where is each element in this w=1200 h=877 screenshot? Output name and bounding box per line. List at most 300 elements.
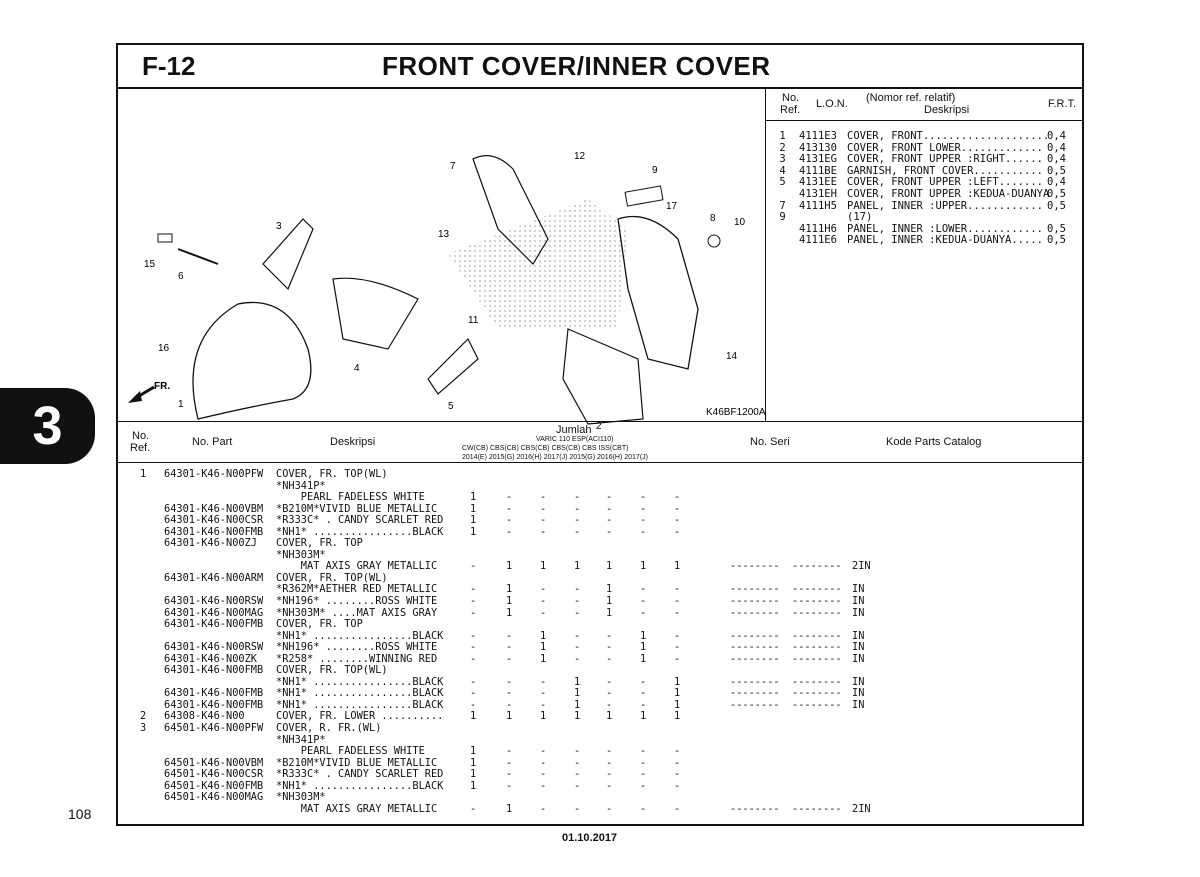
row-qty: -	[674, 606, 681, 619]
row-qty: 1	[674, 710, 681, 723]
row-part-number: 64301-K46-N00VBM	[164, 502, 264, 515]
row-description: *NH1* ................BLACK	[276, 675, 444, 688]
row-ref: 2	[140, 710, 147, 723]
row-qty: -	[640, 675, 647, 688]
ref-lon: 4111E6	[799, 234, 837, 247]
ref-frt: 0,4	[1047, 176, 1066, 189]
row-description: *R362M*AETHER RED METALLIC	[276, 583, 438, 596]
callout-12: 12	[574, 151, 586, 162]
row-description: PEARL FADELESS WHITE	[276, 745, 425, 758]
row-qty: 1	[470, 779, 477, 792]
table-row	[118, 596, 1082, 608]
row-qty: -	[674, 502, 681, 515]
ref-frt: 0,5	[1047, 164, 1066, 177]
row-qty: -	[540, 606, 547, 619]
row-qty: -	[540, 595, 547, 608]
table-row	[118, 481, 1082, 493]
callout-9: 9	[652, 165, 658, 176]
row-qty: -	[606, 514, 613, 527]
row-qty: 1	[470, 768, 477, 781]
row-qty: -	[640, 779, 647, 792]
row-qty: -	[470, 675, 477, 688]
row-qty: -	[606, 779, 613, 792]
row-qty: 1	[470, 745, 477, 758]
table-row	[118, 735, 1082, 747]
table-row	[118, 492, 1082, 504]
row-description: MAT AXIS GRAY METALLIC	[276, 560, 438, 573]
row-qty: -	[674, 779, 681, 792]
row-qty: -	[674, 514, 681, 527]
callout-16: 16	[158, 343, 170, 354]
ref-ref	[766, 235, 799, 247]
row-catalog-code: IN	[852, 583, 865, 596]
ref-desc: COVER, FRONT....................	[847, 130, 1050, 142]
ref-desc: PANEL, INNER :UPPER............	[847, 199, 1043, 212]
col-part: No. Part	[192, 436, 233, 448]
row-catalog-code: 2IN	[852, 802, 871, 815]
table-row	[118, 700, 1082, 712]
ref-frt: 0,5	[1047, 222, 1066, 235]
row-part-number: 64301-K46-N00RSW	[164, 595, 264, 608]
ref-desc: COVER, FRONT UPPER :RIGHT......	[847, 153, 1043, 166]
ref-ref: 4	[779, 164, 786, 177]
table-row	[118, 723, 1082, 735]
col-model-group: VARIC 110 ESP(ACI110)	[536, 436, 614, 443]
row-part-number: 64301-K46-N00FMB	[164, 525, 264, 538]
row-part-number: 64301-K46-N00FMB	[164, 698, 264, 711]
row-qty: -	[640, 595, 647, 608]
table-row	[118, 550, 1082, 562]
row-serial: -------- --------	[730, 698, 842, 711]
row-qty: -	[640, 756, 647, 769]
row-qty: 1	[540, 652, 547, 665]
catalog-frame	[116, 43, 1084, 826]
row-serial: -------- --------	[730, 560, 842, 573]
row-description: PEARL FADELESS WHITE	[276, 491, 425, 504]
row-qty: -	[470, 652, 477, 665]
reference-list	[766, 131, 1082, 247]
table-row	[118, 573, 1082, 585]
row-qty: -	[540, 698, 547, 711]
row-qty: -	[574, 779, 581, 792]
row-qty: 1	[540, 710, 547, 723]
row-qty: 1	[674, 675, 681, 688]
row-qty: 1	[606, 595, 613, 608]
row-qty: -	[540, 491, 547, 504]
row-part-number: 64501-K46-N00PFW	[164, 722, 264, 735]
ref-no-label: No.	[782, 92, 800, 104]
row-description: *R333C* . CANDY SCARLET RED	[276, 514, 444, 527]
table-row	[118, 665, 1082, 677]
row-qty: -	[574, 514, 581, 527]
row-part-number: 64301-K46-N00FMB	[164, 687, 264, 700]
row-qty: -	[506, 514, 513, 527]
row-qty: 1	[506, 560, 513, 573]
row-qty: 1	[674, 687, 681, 700]
row-qty: -	[606, 687, 613, 700]
row-qty: -	[606, 698, 613, 711]
row-catalog-code: 2IN	[852, 560, 871, 573]
row-qty: -	[470, 595, 477, 608]
row-catalog-code: IN	[852, 606, 865, 619]
row-qty: -	[470, 560, 477, 573]
ref-lon: 4111H6	[799, 222, 837, 235]
row-serial: -------- --------	[730, 802, 842, 815]
row-description: COVER, FR. TOP	[276, 618, 363, 631]
row-qty: 1	[506, 802, 513, 815]
front-upper-left-shape	[428, 339, 478, 394]
row-description: *B210M*VIVID BLUE METALLIC	[276, 502, 438, 515]
row-part-number: 64501-K46-N00FMB	[164, 779, 264, 792]
row-qty: 1	[470, 491, 477, 504]
diagram-code: K46BF1200A	[706, 407, 766, 418]
ref-frt: 0,5	[1047, 234, 1066, 247]
row-description: *R333C* . CANDY SCARLET RED	[276, 768, 444, 781]
row-qty: 1	[574, 560, 581, 573]
row-serial: -------- --------	[730, 652, 842, 665]
callout-5: 5	[448, 401, 454, 412]
part-6-shape	[178, 249, 218, 264]
row-qty: -	[506, 525, 513, 538]
row-qty: -	[640, 583, 647, 596]
callout-13: 13	[438, 229, 450, 240]
row-qty: -	[640, 525, 647, 538]
row-qty: -	[574, 756, 581, 769]
row-qty: 1	[574, 698, 581, 711]
row-qty: -	[606, 802, 613, 815]
row-qty: -	[506, 675, 513, 688]
row-qty: -	[470, 641, 477, 654]
row-qty: -	[540, 525, 547, 538]
callout-3: 3	[276, 221, 282, 232]
row-qty: -	[574, 745, 581, 758]
row-qty: -	[674, 525, 681, 538]
ref-frt: 0,5	[1047, 199, 1066, 212]
row-qty: -	[606, 745, 613, 758]
row-qty: -	[640, 502, 647, 515]
row-qty: -	[606, 502, 613, 515]
callout-1: 1	[178, 399, 184, 410]
row-qty: 1	[606, 560, 613, 573]
row-qty: -	[506, 698, 513, 711]
row-part-number: 64301-K46-N00FMB	[164, 618, 264, 631]
row-qty: -	[606, 629, 613, 642]
ref-lon: 4131EE	[799, 176, 837, 189]
row-qty: -	[506, 756, 513, 769]
row-catalog-code: IN	[852, 652, 865, 665]
row-qty: -	[640, 514, 647, 527]
row-qty: 1	[574, 687, 581, 700]
row-serial: -------- --------	[730, 687, 842, 700]
ref-lon: 413130	[799, 141, 837, 154]
row-description: MAT AXIS GRAY METALLIC	[276, 802, 438, 815]
callout-4: 4	[354, 363, 360, 374]
row-qty: 1	[470, 514, 477, 527]
ref-ref	[766, 189, 799, 201]
row-serial: -------- --------	[730, 606, 842, 619]
ref-desc-top: (Nomor ref. relatif)	[866, 92, 956, 104]
row-qty: -	[506, 641, 513, 654]
ref-row	[766, 212, 1082, 224]
row-qty: -	[470, 629, 477, 642]
row-part-number: 64301-K46-N00PFW	[164, 468, 264, 480]
row-qty: -	[540, 756, 547, 769]
row-qty: -	[540, 768, 547, 781]
front-upper-right-shape	[263, 219, 313, 289]
row-qty: -	[674, 756, 681, 769]
row-qty: -	[506, 502, 513, 515]
row-qty: -	[674, 595, 681, 608]
row-qty: -	[470, 802, 477, 815]
row-qty: -	[574, 502, 581, 515]
row-qty: -	[540, 802, 547, 815]
section-code: F-12	[142, 51, 196, 81]
row-qty: -	[640, 768, 647, 781]
row-qty: -	[540, 745, 547, 758]
front-lower-shape	[563, 329, 643, 424]
row-description: *NH303M*	[276, 548, 326, 561]
row-qty: -	[506, 652, 513, 665]
row-qty: -	[674, 745, 681, 758]
row-qty: -	[574, 595, 581, 608]
ref-lon	[799, 212, 847, 224]
ref-frt-label: F.R.T.	[1048, 98, 1077, 110]
ref-frt: 0,4	[1047, 141, 1066, 154]
row-qty: -	[640, 687, 647, 700]
ref-desc: GARNISH, FRONT COVER...........	[847, 164, 1043, 177]
row-description: *NH1* ................BLACK	[276, 687, 444, 700]
col-serial: No. Seri	[750, 436, 790, 448]
row-qty: 1	[540, 629, 547, 642]
ref-ref-label: Ref.	[780, 104, 801, 116]
ref-row	[766, 201, 1082, 213]
reference-panel	[766, 89, 1082, 421]
parts-table-body	[118, 469, 1082, 815]
fr-arrow-head	[128, 391, 142, 403]
table-row	[118, 642, 1082, 654]
ref-row	[766, 235, 1082, 247]
row-qty: 1	[606, 606, 613, 619]
row-part-number: 64301-K46-N00ZJ	[164, 537, 257, 550]
row-qty: -	[506, 745, 513, 758]
row-part-number: 64301-K46-N00FMB	[164, 664, 264, 677]
page-date: 01.10.2017	[562, 832, 618, 844]
fr-label: FR.	[154, 381, 171, 392]
ref-ref: 9	[779, 211, 786, 224]
row-qty: -	[540, 502, 547, 515]
row-qty: -	[470, 583, 477, 596]
ref-desc: COVER, FRONT LOWER.............	[847, 141, 1043, 154]
ref-row	[766, 131, 1082, 143]
col-catalog: Kode Parts Catalog	[886, 436, 982, 448]
row-description: *B210M*VIVID BLUE METALLIC	[276, 756, 438, 769]
row-qty: 1	[574, 710, 581, 723]
table-row	[118, 515, 1082, 527]
row-qty: -	[606, 525, 613, 538]
ref-ref: 3	[779, 153, 786, 166]
row-description: COVER, R. FR.(WL)	[276, 722, 382, 735]
row-qty: -	[640, 698, 647, 711]
page-title: FRONT COVER/INNER COVER	[382, 51, 771, 81]
row-qty: 1	[506, 710, 513, 723]
row-qty: -	[674, 652, 681, 665]
front-cover-shape	[193, 302, 311, 419]
row-qty: -	[470, 698, 477, 711]
row-qty: -	[506, 779, 513, 792]
row-catalog-code: IN	[852, 641, 865, 654]
row-description: *NH1* ................BLACK	[276, 779, 444, 792]
row-description: *NH196* ........ROSS WHITE	[276, 641, 438, 654]
row-qty: -	[574, 606, 581, 619]
row-qty: 1	[674, 560, 681, 573]
row-qty: 1	[640, 652, 647, 665]
col-years: 2014(E) 2015(G) 2016(H) 2017(J) 2015(G) 2016(H) 2017(J)	[462, 454, 648, 461]
row-qty: -	[674, 629, 681, 642]
row-qty: 1	[640, 641, 647, 654]
row-qty: 1	[606, 710, 613, 723]
row-qty: 1	[640, 560, 647, 573]
row-description: COVER, FR. LOWER ..........	[276, 710, 444, 723]
row-part-number: 64301-K46-N00RSW	[164, 641, 264, 654]
ref-lon: 4111E3	[799, 130, 837, 142]
row-qty: 1	[506, 606, 513, 619]
row-serial: -------- --------	[730, 675, 842, 688]
ref-frt	[1047, 212, 1077, 224]
table-row	[118, 538, 1082, 550]
parts-table-header	[118, 421, 1082, 463]
row-description: *NH196* ........ROSS WHITE	[276, 595, 438, 608]
table-row	[118, 804, 1082, 816]
row-part-number: 64501-K46-N00CSR	[164, 768, 264, 781]
ref-ref: 5	[779, 176, 786, 189]
row-description: *NH1* ................BLACK	[276, 698, 444, 711]
page-number: 108	[68, 806, 92, 822]
section-tab: 3	[0, 388, 95, 464]
col-models: CW(CB) CBS(CB) CBS(CB) CBS(CB) CBS ISS(CBT)	[462, 445, 629, 452]
callout-10: 10	[734, 217, 746, 228]
row-qty: -	[506, 491, 513, 504]
row-description: *NH341P*	[276, 479, 326, 492]
row-qty: 1	[540, 641, 547, 654]
row-description: COVER, FR. TOP	[276, 537, 363, 550]
ref-desc: PANEL, INNER :KEDUA-DUANYA.....	[847, 234, 1043, 247]
reference-header	[766, 89, 1082, 121]
callout-7: 7	[450, 161, 456, 172]
row-description: *R258* ........WINNING RED	[276, 652, 438, 665]
ref-lon: 4131EG	[799, 153, 837, 166]
row-qty: -	[640, 606, 647, 619]
garnish-shape	[333, 278, 418, 349]
ref-desc-label: Deskripsi	[924, 104, 970, 116]
ref-lon: 4111BE	[799, 164, 837, 177]
row-qty: 1	[640, 629, 647, 642]
col-desc: Deskripsi	[330, 436, 376, 448]
row-qty: -	[674, 768, 681, 781]
row-qty: -	[574, 629, 581, 642]
row-qty: -	[506, 629, 513, 642]
row-serial: -------- --------	[730, 595, 842, 608]
row-description: *NH341P*	[276, 733, 326, 746]
row-part-number: 64301-K46-N00ARM	[164, 571, 264, 584]
table-row	[118, 469, 1082, 481]
callout-14: 14	[726, 351, 738, 362]
row-catalog-code: IN	[852, 698, 865, 711]
row-qty: -	[674, 802, 681, 815]
row-part-number: 64301-K46-N00MAG	[164, 606, 264, 619]
table-row	[118, 746, 1082, 758]
row-description: *NH1* ................BLACK	[276, 525, 444, 538]
page-header	[118, 45, 1082, 89]
row-qty: -	[606, 652, 613, 665]
row-description: COVER, FR. TOP(WL)	[276, 571, 388, 584]
row-qty: -	[606, 491, 613, 504]
ref-desc: (17)	[847, 211, 873, 224]
row-part-number: 64301-K46-N00CSR	[164, 514, 264, 527]
row-qty: -	[606, 675, 613, 688]
row-description: COVER, FR. TOP(WL)	[276, 664, 388, 677]
row-qty: 1	[606, 583, 613, 596]
row-qty: -	[470, 687, 477, 700]
row-qty: 1	[540, 560, 547, 573]
label-sticker-shape	[625, 186, 663, 206]
row-part-number: 64308-K46-N00	[164, 710, 245, 723]
row-qty: -	[640, 745, 647, 758]
row-qty: 1	[470, 525, 477, 538]
col-ref: Ref.	[130, 442, 151, 454]
row-part-number: 64501-K46-N00VBM	[164, 756, 264, 769]
row-qty: 1	[470, 502, 477, 515]
row-qty: 1	[574, 675, 581, 688]
row-qty: -	[574, 652, 581, 665]
row-qty: -	[606, 756, 613, 769]
row-qty: -	[540, 675, 547, 688]
row-qty: -	[606, 768, 613, 781]
inner-lower-panel-shape	[618, 217, 698, 370]
row-description: *NH303M* ....MAT AXIS GRAY	[276, 606, 438, 619]
ref-ref: 1	[779, 130, 786, 142]
row-part-number: 64301-K46-N00ZK	[164, 652, 257, 665]
row-qty: -	[674, 641, 681, 654]
row-qty: -	[574, 491, 581, 504]
table-row	[118, 527, 1082, 539]
table-row	[118, 619, 1082, 631]
callout-15: 15	[144, 259, 156, 270]
row-qty: 1	[470, 756, 477, 769]
row-description: COVER, FR. TOP(WL)	[276, 468, 388, 480]
row-description: *NH1* ................BLACK	[276, 629, 444, 642]
row-qty: 1	[674, 698, 681, 711]
ref-lon: 4131EH	[799, 187, 837, 200]
ref-lon-label: L.O.N.	[816, 98, 848, 110]
row-qty: 1	[506, 583, 513, 596]
col-jumlah: Jumlah	[556, 424, 592, 436]
table-row	[118, 792, 1082, 804]
row-ref: 3	[140, 722, 147, 735]
callout-6: 6	[178, 271, 184, 282]
row-qty: -	[506, 768, 513, 781]
row-ref: 1	[140, 468, 147, 480]
row-qty: -	[640, 802, 647, 815]
row-catalog-code: IN	[852, 595, 865, 608]
row-qty: 1	[470, 710, 477, 723]
ref-desc: COVER, FRONT UPPER :KEDUA-DUANYA	[847, 187, 1050, 200]
row-serial: -------- --------	[730, 583, 842, 596]
row-part-number: 64501-K46-N00MAG	[164, 791, 264, 804]
ref-frt: 0,5	[1047, 187, 1066, 200]
part-8-shape	[708, 235, 720, 247]
ref-frt: 0,4	[1047, 130, 1066, 142]
callout-2: 2	[596, 421, 602, 432]
